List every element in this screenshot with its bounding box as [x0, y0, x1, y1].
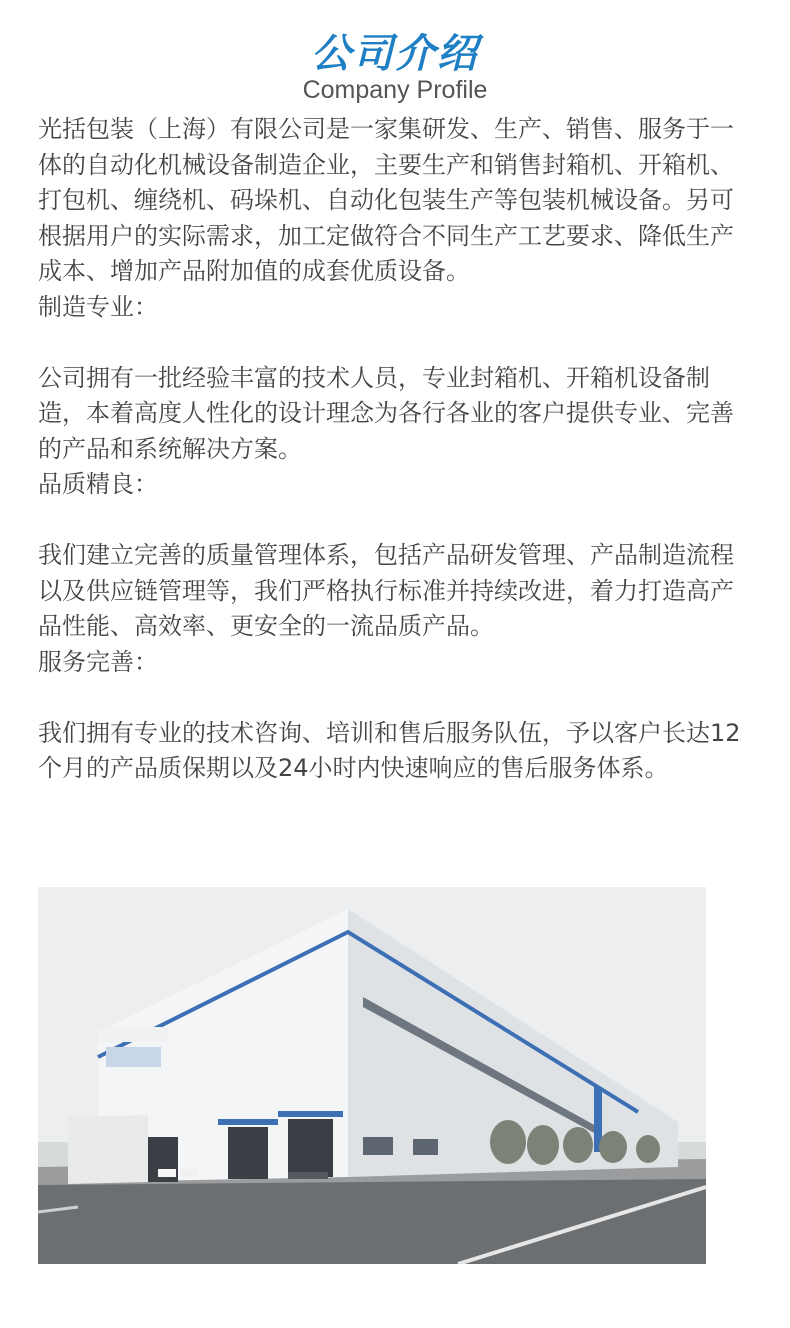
section-body-manufacturing: 公司拥有一批经验丰富的技术人员，专业封箱机、开箱机设备制造，本着高度人性化的设计理念为各行各业的客户提供专业、完善的产品和系统解决方案。 [38, 363, 734, 463]
paragraph-spacer [38, 680, 752, 716]
paragraph-spacer [38, 325, 752, 361]
section-heading-service: 服务完善： [38, 647, 158, 676]
company-description [38, 112, 752, 787]
section-heading-quality: 品质精良： [38, 470, 158, 498]
section-heading-manufacturing: 制造专业： [38, 292, 158, 321]
page-subtitle: Company Profile [302, 76, 488, 104]
paragraph-spacer [38, 503, 752, 539]
section-body-service: 我们拥有专业的技术咨询、培训和售后服务队伍，予以客户长达12个月的产品质保期以及24小时内快速响应的售后服务体系。 [38, 718, 741, 782]
intro-paragraph: 光括包装（上海）有限公司是一家集研发、生产、销售、服务于一体的自动化机械设备制造企业，主要生产和销售封箱机、开箱机、打包机、缠绕机、码垛机、自动化包装生产等包装机械设备。另可根据用户的实际需求，加工定做符合不同生产工艺要求、降低生产成本、增加产品附加值的成套优质设备。 [38, 115, 734, 285]
factory-photo [38, 887, 706, 1264]
factory-building-illustration [38, 887, 706, 1264]
page-title: 公司介绍 [311, 31, 479, 77]
section-body-quality: 我们建立完善的质量管理体系，包括产品研发管理、产品制造流程以及供应链管理等，我们严格执行标准并持续改进，着力打造高产品性能、高效率、更安全的一流品质产品。 [38, 541, 734, 640]
